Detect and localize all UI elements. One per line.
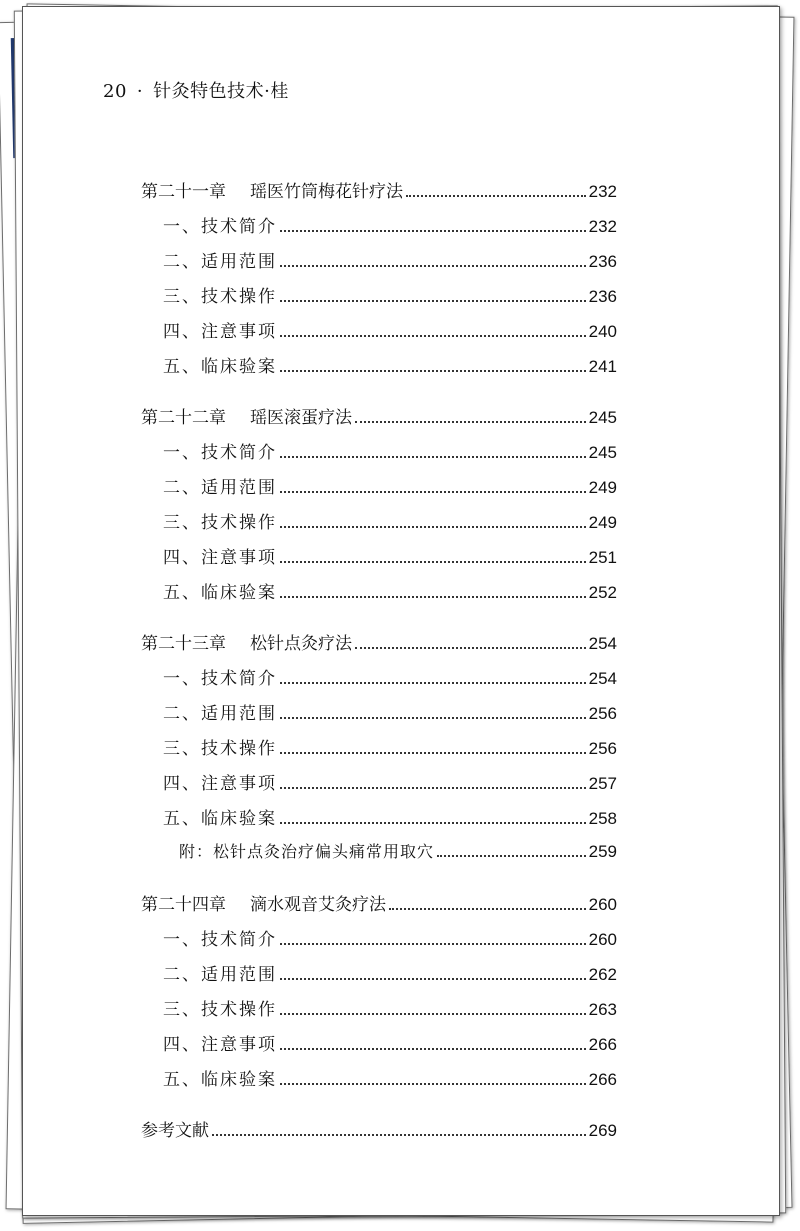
page-ref: 258: [588, 809, 617, 828]
page-ref: 266: [588, 1070, 617, 1089]
dot-leader: [280, 491, 586, 493]
page-ref: 269: [588, 1121, 617, 1140]
page-ref: 240: [588, 322, 617, 341]
toc-chapter-24[interactable]: [141, 890, 617, 925]
page-ref: 260: [588, 895, 617, 914]
page-ref: 241: [588, 357, 617, 376]
toc-section[interactable]: [141, 925, 617, 960]
dot-leader: [280, 596, 586, 598]
section-label: 一、技术简介: [163, 443, 277, 463]
toc-chapter-22[interactable]: [141, 403, 617, 438]
page-ref: 259: [588, 842, 617, 861]
dot-leader: [280, 456, 586, 458]
section-label: 一、技术简介: [163, 930, 277, 950]
page-ref: 249: [588, 478, 617, 497]
toc-section[interactable]: [141, 212, 617, 247]
toc-section[interactable]: [141, 1065, 617, 1100]
dot-leader: [280, 978, 586, 980]
dot-leader: [280, 943, 586, 945]
section-label: 一、技术简介: [163, 217, 277, 237]
chapter-label: 第二十二章 瑶医滚蛋疗法: [141, 408, 352, 428]
page-ref: 236: [588, 252, 617, 271]
dot-leader: [355, 647, 586, 649]
appendix-label: 附：松针点灸治疗偏头痛常用取穴: [179, 842, 435, 861]
toc-section[interactable]: [141, 578, 617, 613]
section-label: 五、临床验案: [163, 583, 277, 603]
toc-section[interactable]: [141, 995, 617, 1030]
dot-leader: [280, 335, 586, 337]
chapter-label: 第二十一章 瑶医竹筒梅花针疗法: [141, 182, 403, 202]
toc-section[interactable]: [141, 508, 617, 543]
page-ref: 254: [588, 634, 617, 653]
page-ref: 266: [588, 1035, 617, 1054]
section-label: 二、适用范围: [163, 704, 277, 724]
toc-section[interactable]: [141, 543, 617, 578]
page-ref: 251: [588, 548, 617, 567]
toc-section[interactable]: [141, 282, 617, 317]
dot-leader: [355, 421, 586, 423]
page-ref: 245: [588, 443, 617, 462]
section-label: 四、注意事项: [163, 322, 277, 342]
dot-leader: [280, 265, 586, 267]
chapter-label: 第二十三章 松针点灸疗法: [141, 634, 352, 654]
section-label: 三、技术操作: [163, 1000, 277, 1020]
page-ref: 249: [588, 513, 617, 532]
section-label: 二、适用范围: [163, 965, 277, 985]
toc-section[interactable]: [141, 438, 617, 473]
dot-leader: [280, 822, 586, 824]
toc-page: [22, 6, 780, 1216]
dot-leader: [406, 195, 586, 197]
page-ref: 260: [588, 930, 617, 949]
dot-leader: [280, 1048, 586, 1050]
dot-leader: [389, 908, 586, 910]
running-header: [103, 77, 289, 103]
toc-section[interactable]: [141, 1030, 617, 1065]
dot-leader: [280, 1083, 586, 1085]
dot-leader: [280, 561, 586, 563]
header-separator: ·: [136, 81, 144, 102]
dot-leader: [280, 717, 586, 719]
section-label: 一、技术简介: [163, 669, 277, 689]
page-ref: 254: [588, 669, 617, 688]
toc-section[interactable]: [141, 317, 617, 352]
dot-leader: [212, 1134, 586, 1136]
chapter-label: 第二十四章 滴水观音艾灸疗法: [141, 895, 386, 915]
page-ref: 236: [588, 287, 617, 306]
toc-section[interactable]: [141, 473, 617, 508]
dot-leader: [280, 230, 586, 232]
toc-appendix[interactable]: [141, 839, 617, 874]
section-label: 四、注意事项: [163, 774, 277, 794]
section-label: 三、技术操作: [163, 513, 277, 533]
page-ref: 256: [588, 704, 617, 723]
toc-section[interactable]: [141, 699, 617, 734]
page-ref: 263: [588, 1000, 617, 1019]
section-label: 四、注意事项: [163, 548, 277, 568]
section-label: 五、临床验案: [163, 357, 277, 377]
page-ref: 256: [588, 739, 617, 758]
page-ref: 262: [588, 965, 617, 984]
section-label: 三、技术操作: [163, 287, 277, 307]
section-label: 二、适用范围: [163, 478, 277, 498]
toc-section[interactable]: [141, 352, 617, 387]
toc-section[interactable]: [141, 664, 617, 699]
section-label: 四、注意事项: [163, 1035, 277, 1055]
dot-leader: [280, 300, 586, 302]
section-label: 五、临床验案: [163, 809, 277, 829]
page-ref: 232: [588, 182, 617, 201]
dot-leader: [280, 1013, 586, 1015]
toc-chapter-23[interactable]: [141, 629, 617, 664]
toc-references[interactable]: [141, 1116, 617, 1151]
dot-leader: [280, 526, 586, 528]
dot-leader: [280, 787, 586, 789]
page-ref: 232: [588, 217, 617, 236]
toc-section[interactable]: [141, 734, 617, 769]
dot-leader: [280, 682, 586, 684]
page-ref: 252: [588, 583, 617, 602]
book-title: 针灸特色技术·桂: [153, 81, 289, 102]
toc-section[interactable]: [141, 769, 617, 804]
page-number: 20: [103, 81, 127, 102]
dot-leader: [280, 752, 586, 754]
dot-leader: [280, 370, 586, 372]
section-label: 三、技术操作: [163, 739, 277, 759]
references-label: 参考文献: [141, 1121, 209, 1141]
page-ref: 245: [588, 408, 617, 427]
page-ref: 257: [588, 774, 617, 793]
toc-section[interactable]: [141, 804, 617, 839]
dot-leader: [437, 855, 586, 857]
toc-section[interactable]: [141, 960, 617, 995]
section-label: 五、临床验案: [163, 1070, 277, 1090]
toc-section[interactable]: [141, 247, 617, 282]
table-of-contents: [141, 177, 617, 1151]
toc-chapter-21[interactable]: [141, 177, 617, 212]
section-label: 二、适用范围: [163, 252, 277, 272]
